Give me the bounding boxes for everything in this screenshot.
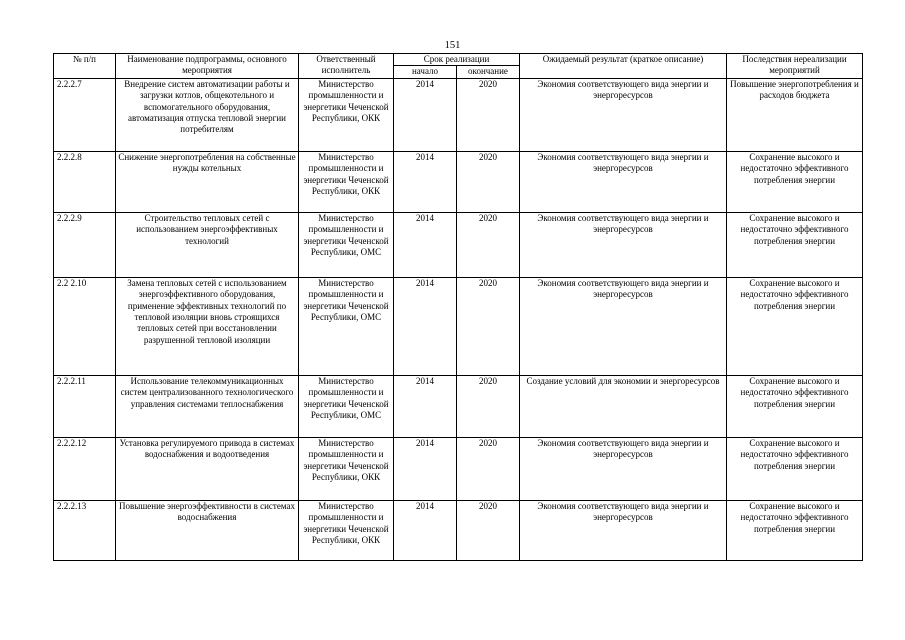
row-result: Экономия соответствующего вида энергии и энергоресурсов	[520, 212, 727, 277]
row-result: Экономия соответствующего вида энергии и энергоресурсов	[520, 151, 727, 212]
table-row	[54, 277, 863, 375]
row-consequences: Сохранение высокого и недостаточно эффективного потребления энергии	[727, 212, 863, 277]
row-start: 2014	[394, 212, 457, 277]
row-name: Внедрение систем автоматизации работы и загрузки котлов, общекотельного и вспомогательного оборудования, автоматизация отпуска тепловой энергии потребителям	[116, 78, 299, 151]
row-name: Использование телекоммуникационных систем централизованного технологического управления системами теплоснабжения	[116, 375, 299, 437]
row-consequences: Повышение энергопотребления и расходов бюджета	[727, 78, 863, 151]
table-row	[54, 212, 863, 277]
row-executor: Министерство промышленности и энергетики Чеченской Республики, ОМС	[299, 212, 394, 277]
row-result: Экономия соответствующего вида энергии и энергоресурсов	[520, 437, 727, 500]
row-end: 2020	[457, 437, 520, 500]
row-name: Снижение энергопотребления на собственные нужды котельных	[116, 151, 299, 212]
header-start: начало	[394, 66, 457, 78]
row-start: 2014	[394, 500, 457, 560]
row-consequences: Сохранение высокого и недостаточно эффективного потребления энергии	[727, 375, 863, 437]
row-name: Замена тепловых сетей с использованием энергоэффективного оборудования, применение эффективных технологий по тепловой изоляции вновь строящихся тепловых сетей при восстановлении разрушенной тепловой изоляции	[116, 277, 299, 375]
program-measures-table	[53, 53, 863, 561]
row-name: Строительство тепловых сетей с использованием энергоэффективных технологий	[116, 212, 299, 277]
row-consequences: Сохранение высокого и недостаточно эффективного потребления энергии	[727, 500, 863, 560]
table-row	[54, 500, 863, 560]
header-consequences: Последствия нереализации мероприятий	[727, 54, 863, 79]
header-term: Срок реализации	[394, 54, 520, 66]
header-name: Наименование подпрограммы, основного мероприятия	[116, 54, 299, 79]
row-num: 2.2.2.9	[54, 212, 116, 277]
row-start: 2014	[394, 78, 457, 151]
header-end: окончание	[457, 66, 520, 78]
row-result: Экономия соответствующего вида энергии и энергоресурсов	[520, 500, 727, 560]
row-num: 2.2.2.13	[54, 500, 116, 560]
row-end: 2020	[457, 78, 520, 151]
table-row	[54, 437, 863, 500]
table-row	[54, 78, 863, 151]
row-end: 2020	[457, 500, 520, 560]
row-consequences: Сохранение высокого и недостаточно эффективного потребления энергии	[727, 151, 863, 212]
row-start: 2014	[394, 277, 457, 375]
table-header-row	[54, 54, 863, 66]
page-number: 151	[444, 40, 461, 51]
row-num: 2.2.2.7	[54, 78, 116, 151]
row-start: 2014	[394, 151, 457, 212]
row-executor: Министерство промышленности и энергетики Чеченской Республики, ОМС	[299, 277, 394, 375]
row-result: Экономия соответствующего вида энергии и энергоресурсов	[520, 78, 727, 151]
row-consequences: Сохранение высокого и недостаточно эффективного потребления энергии	[727, 277, 863, 375]
row-end: 2020	[457, 151, 520, 212]
header-result: Ожидаемый результат (краткое описание)	[520, 54, 727, 79]
row-num: 2.2 2.10	[54, 277, 116, 375]
row-num: 2.2.2.12	[54, 437, 116, 500]
table-row	[54, 151, 863, 212]
row-executor: Министерство промышленности и энергетики Чеченской Республики, ОКК	[299, 500, 394, 560]
row-end: 2020	[457, 277, 520, 375]
header-num: № п/п	[54, 54, 116, 79]
row-start: 2014	[394, 437, 457, 500]
row-num: 2.2.2.11	[54, 375, 116, 437]
row-executor: Министерство промышленности и энергетики Чеченской Республики, ОКК	[299, 437, 394, 500]
row-end: 2020	[457, 212, 520, 277]
row-executor: Министерство промышленности и энергетики Чеченской Республики, ОКК	[299, 151, 394, 212]
header-executor: Ответственный исполнитель	[299, 54, 394, 79]
row-start: 2014	[394, 375, 457, 437]
row-consequences: Сохранение высокого и недостаточно эффективного потребления энергии	[727, 437, 863, 500]
row-name: Повышение энергоэффективности в системах водоснабжения	[116, 500, 299, 560]
row-name: Установка регулируемого привода в системах водоснабжения и водоотведения	[116, 437, 299, 500]
row-num: 2.2.2.8	[54, 151, 116, 212]
row-executor: Министерство промышленности и энергетики Чеченской Республики, ОКК	[299, 78, 394, 151]
row-end: 2020	[457, 375, 520, 437]
row-executor: Министерство промышленности и энергетики Чеченской Республики, ОМС	[299, 375, 394, 437]
row-result: Создание условий для экономии и энергоресурсов	[520, 375, 727, 437]
row-result: Экономия соответствующего вида энергии и энергоресурсов	[520, 277, 727, 375]
table-row	[54, 375, 863, 437]
